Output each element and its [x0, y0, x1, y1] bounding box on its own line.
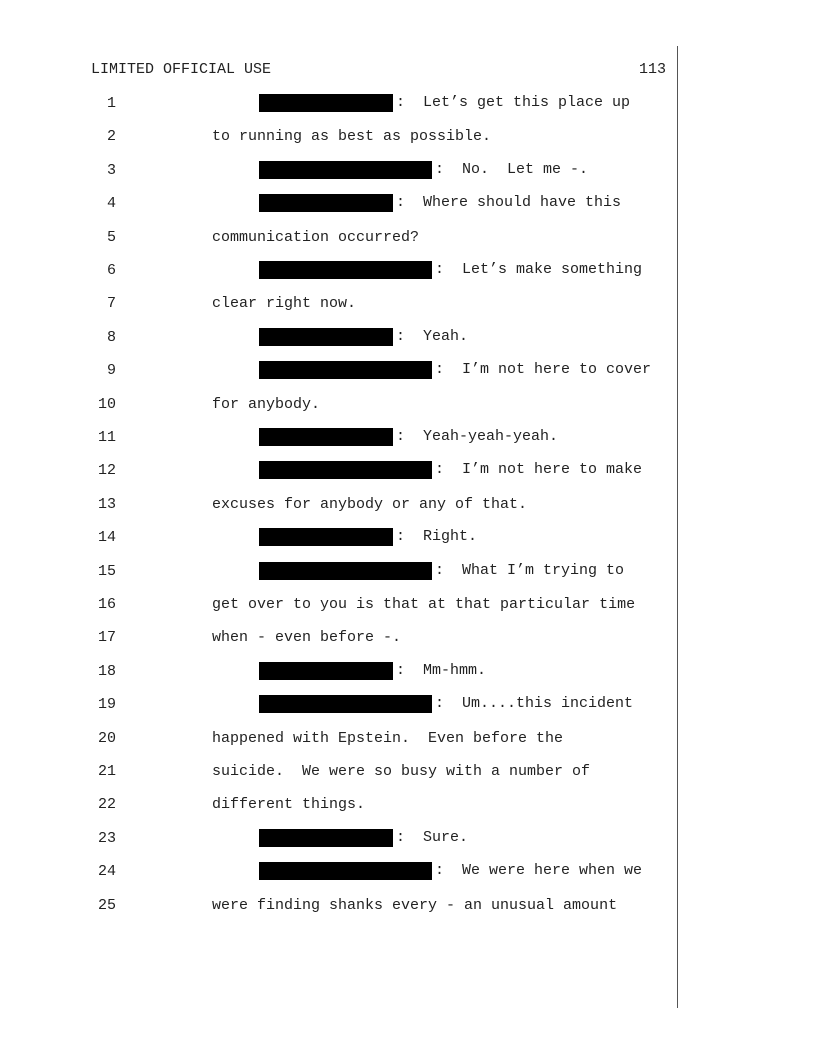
line-number: 1 — [106, 95, 116, 112]
continuation-text: to running as best as possible. — [212, 128, 492, 145]
speaker-turn — [259, 328, 468, 346]
transcript-line — [0, 729, 680, 749]
line-number: 18 — [97, 663, 116, 680]
line-number: 7 — [106, 295, 116, 312]
line-number: 5 — [106, 229, 116, 246]
transcript-line — [0, 361, 680, 381]
redaction-bar — [259, 528, 393, 546]
line-number: 15 — [97, 563, 116, 580]
redaction-bar — [259, 562, 432, 580]
line-number: 2 — [106, 128, 116, 145]
utterance-text: : Mm-hmm. — [396, 662, 487, 679]
line-number: 21 — [97, 763, 116, 780]
redaction-bar — [259, 829, 393, 847]
line-number: 24 — [97, 863, 116, 880]
utterance-text: : I’m not here to cover — [435, 361, 652, 378]
utterance-text: : We were here when we — [435, 862, 643, 879]
line-number: 25 — [97, 897, 116, 914]
speaker-turn — [259, 461, 642, 479]
redaction-bar — [259, 94, 393, 112]
line-number: 20 — [97, 730, 116, 747]
speaker-turn — [259, 862, 642, 880]
transcript-line — [0, 161, 680, 181]
redaction-bar — [259, 862, 432, 880]
line-number: 14 — [97, 529, 116, 546]
transcript-line — [0, 662, 680, 682]
continuation-text: suicide. We were so busy with a number of — [212, 763, 591, 780]
continuation-text: when - even before -. — [212, 629, 402, 646]
line-number: 23 — [97, 830, 116, 847]
transcript-line — [0, 595, 680, 615]
continuation-text: were finding shanks every - an unusual amount — [212, 897, 618, 914]
page-header-classification: LIMITED OFFICIAL USE — [91, 61, 272, 78]
continuation-text: clear right now. — [212, 295, 357, 312]
utterance-text: : Where should have this — [396, 194, 622, 211]
utterance-text: : Sure. — [396, 829, 469, 846]
line-number: 9 — [106, 362, 116, 379]
utterance-text: : Right. — [396, 528, 478, 545]
utterance-text: : No. Let me -. — [435, 161, 589, 178]
transcript-line — [0, 862, 680, 882]
transcript-line — [0, 395, 680, 415]
transcript-line — [0, 762, 680, 782]
utterance-text: : What I’m trying to — [435, 562, 625, 579]
speaker-turn — [259, 695, 633, 713]
transcript-line — [0, 127, 680, 147]
redaction-bar — [259, 428, 393, 446]
line-number: 17 — [97, 629, 116, 646]
utterance-text: : I’m not here to make — [435, 461, 643, 478]
line-number: 4 — [106, 195, 116, 212]
transcript-line — [0, 94, 680, 114]
redaction-bar — [259, 261, 432, 279]
continuation-text: happened with Epstein. Even before the — [212, 730, 564, 747]
line-number: 19 — [97, 696, 116, 713]
speaker-turn — [259, 194, 621, 212]
line-number: 13 — [97, 496, 116, 513]
transcript-line — [0, 695, 680, 715]
utterance-text: : Let’s get this place up — [396, 94, 631, 111]
line-number: 11 — [97, 429, 116, 446]
redaction-bar — [259, 194, 393, 212]
transcript-line — [0, 328, 680, 348]
transcript-line — [0, 194, 680, 214]
page-number: 113 — [638, 61, 666, 78]
redaction-bar — [259, 695, 432, 713]
utterance-text: : Yeah-yeah-yeah. — [396, 428, 559, 445]
transcript-line — [0, 261, 680, 281]
transcript-line — [0, 829, 680, 849]
continuation-text: excuses for anybody or any of that. — [212, 496, 528, 513]
line-number: 10 — [97, 396, 116, 413]
utterance-text: : Let’s make something — [435, 261, 643, 278]
redaction-bar — [259, 161, 432, 179]
transcript-line — [0, 628, 680, 648]
line-number: 8 — [106, 329, 116, 346]
transcript-line — [0, 528, 680, 548]
continuation-text: get over to you is that at that particular time — [212, 596, 636, 613]
utterance-text: : Yeah. — [396, 328, 469, 345]
transcript-line — [0, 795, 680, 815]
line-number: 16 — [97, 596, 116, 613]
continuation-text: for anybody. — [212, 396, 321, 413]
line-number: 3 — [106, 162, 116, 179]
redaction-bar — [259, 662, 393, 680]
transcript-line — [0, 896, 680, 916]
transcript-line — [0, 294, 680, 314]
redaction-bar — [259, 461, 432, 479]
speaker-turn — [259, 161, 588, 179]
speaker-turn — [259, 94, 630, 112]
transcript-line — [0, 562, 680, 582]
utterance-text: : Um....this incident — [435, 695, 634, 712]
continuation-text: communication occurred? — [212, 229, 420, 246]
line-number: 22 — [97, 796, 116, 813]
redaction-bar — [259, 328, 393, 346]
speaker-turn — [259, 428, 558, 446]
speaker-turn — [259, 261, 642, 279]
transcript-line — [0, 228, 680, 248]
redaction-bar — [259, 361, 432, 379]
transcript-line — [0, 495, 680, 515]
line-number: 6 — [106, 262, 116, 279]
line-number: 12 — [97, 462, 116, 479]
speaker-turn — [259, 528, 477, 546]
continuation-text: different things. — [212, 796, 366, 813]
transcript-line — [0, 461, 680, 481]
speaker-turn — [259, 562, 624, 580]
transcript-line — [0, 428, 680, 448]
speaker-turn — [259, 829, 468, 847]
speaker-turn — [259, 361, 651, 379]
speaker-turn — [259, 662, 486, 680]
